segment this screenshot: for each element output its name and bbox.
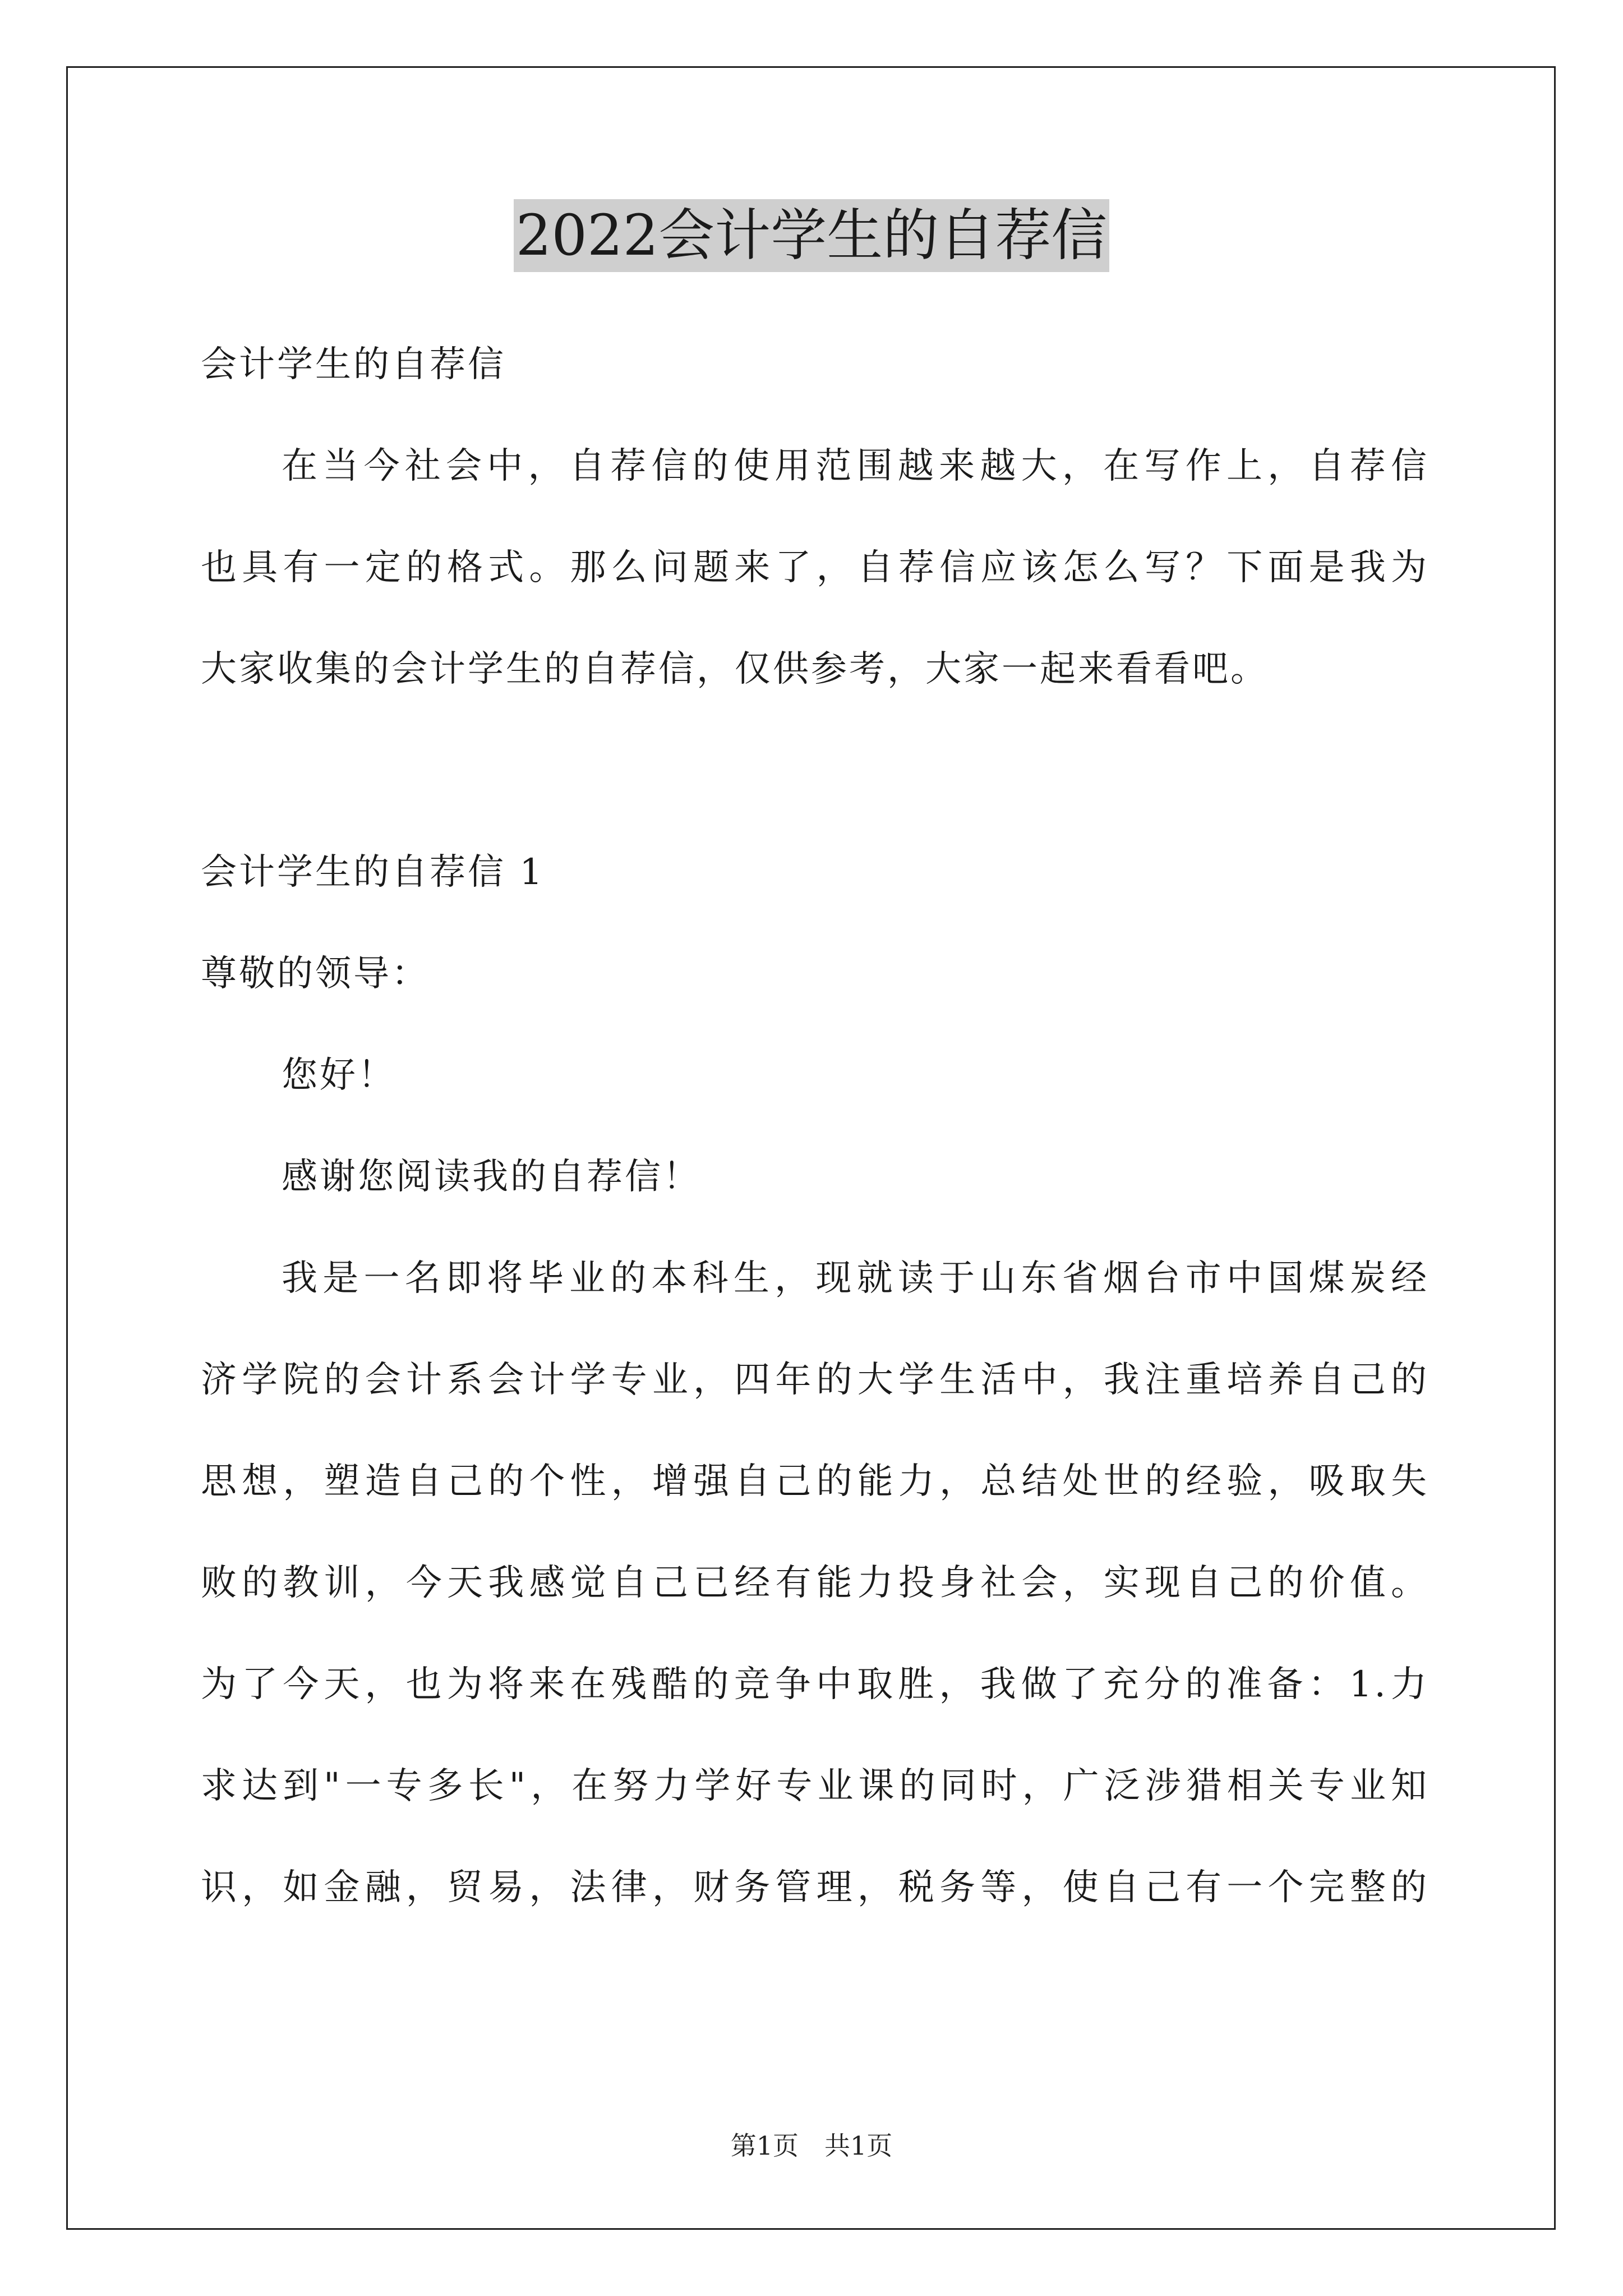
body-line: 我是一名即将毕业的本科生，现就读于山东省烟台市中国煤炭经 [282, 1258, 1429, 1299]
greeting: 您好！ [282, 1055, 396, 1096]
blank-line [201, 720, 1429, 822]
body-line: 败的教训，今天我感觉自己已经有能力投身社会，实现自己的价值。 [201, 1562, 1429, 1604]
intro-line: 在当今社会中，自荐信的使用范围越来越大，在写作上，自荐信 [282, 445, 1429, 487]
intro-line: 大家收集的会计学生的自荐信，仅供参考，大家一起来看看吧。 [201, 648, 1269, 690]
page-number: 第1页 共1页 [730, 2131, 893, 2161]
body-line: 识，如金融，贸易，法律，财务管理，税务等，使自己有一个完整的 [201, 1867, 1429, 1908]
thanks-line: 感谢您阅读我的自荐信！ [282, 1156, 701, 1198]
section-heading: 会计学生的自荐信 1 [201, 852, 545, 893]
document-title: 2022会计学生的自荐信 [514, 199, 1110, 272]
body-line: 为了今天，也为将来在残酷的竞争中取胜，我做了充分的准备：1.力 [201, 1664, 1429, 1705]
body-line: 求达到"一专多长"，在努力学好专业课的同时，广泛涉猎相关专业知 [201, 1765, 1429, 1807]
title-container [0, 199, 1623, 272]
body-line: 济学院的会计系会计学专业，四年的大学生活中，我注重培养自己的 [201, 1359, 1429, 1401]
body-line: 思想，塑造自己的个性，增强自己的能力，总结处世的经验，吸取失 [201, 1461, 1429, 1502]
salutation: 尊敬的领导： [201, 953, 430, 995]
intro-line: 也具有一定的格式。那么问题来了，自荐信应该怎么写？下面是我为 [201, 547, 1429, 588]
page-footer [0, 2129, 1623, 2162]
subtitle: 会计学生的自荐信 [201, 344, 506, 385]
document-body [201, 314, 1429, 1939]
